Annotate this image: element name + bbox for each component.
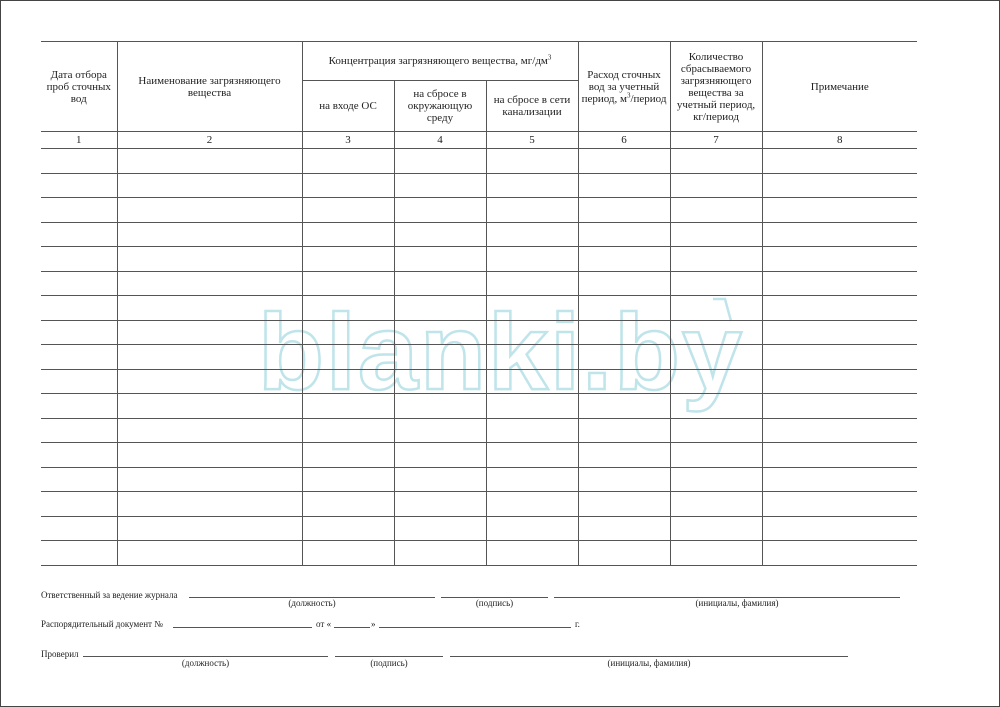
- order-day-field[interactable]: [334, 627, 370, 628]
- table-cell[interactable]: [117, 369, 302, 394]
- table-cell[interactable]: [302, 247, 394, 272]
- table-cell[interactable]: [762, 369, 917, 394]
- table-row: [41, 516, 917, 541]
- table-cell[interactable]: [486, 198, 578, 223]
- table-cell[interactable]: [578, 467, 670, 492]
- table-cell[interactable]: [578, 173, 670, 198]
- table-cell[interactable]: [41, 247, 117, 272]
- table-cell[interactable]: [762, 492, 917, 517]
- table-cell[interactable]: [486, 394, 578, 419]
- table-cell[interactable]: [117, 198, 302, 223]
- table-cell[interactable]: [486, 492, 578, 517]
- table-cell[interactable]: [41, 320, 117, 345]
- column-number: 1: [41, 132, 117, 149]
- table-cell[interactable]: [41, 222, 117, 247]
- column-number: 7: [670, 132, 762, 149]
- table-cell[interactable]: [670, 443, 762, 468]
- table-cell[interactable]: [302, 443, 394, 468]
- order-label: Распорядительный документ №: [41, 619, 163, 629]
- table-cell[interactable]: [578, 443, 670, 468]
- header-sample-date-label: Дата отбора проб сточных вод: [46, 68, 111, 105]
- header-note: [762, 42, 917, 132]
- table-cell[interactable]: [41, 418, 117, 443]
- table-cell[interactable]: [394, 541, 486, 566]
- table-cell[interactable]: [302, 149, 394, 174]
- table-cell[interactable]: [394, 345, 486, 370]
- table-cell[interactable]: [578, 369, 670, 394]
- table-cell[interactable]: [117, 516, 302, 541]
- table-cell[interactable]: [578, 345, 670, 370]
- table-cell[interactable]: [302, 418, 394, 443]
- header-pollutant-name: [117, 42, 302, 132]
- column-number: 5: [486, 132, 578, 149]
- table-cell[interactable]: [41, 173, 117, 198]
- table-cell[interactable]: [578, 271, 670, 296]
- table-cell[interactable]: [578, 222, 670, 247]
- table-cell[interactable]: [762, 149, 917, 174]
- table-row: [41, 320, 917, 345]
- table-row: [41, 271, 917, 296]
- table-cell[interactable]: [117, 296, 302, 321]
- table-cell[interactable]: [578, 516, 670, 541]
- table-cell[interactable]: [41, 492, 117, 517]
- header-pollutant-name-label: Наименование загрязняющего вещества: [138, 74, 281, 99]
- table-cell[interactable]: [670, 369, 762, 394]
- table-cell[interactable]: [486, 149, 578, 174]
- table-cell[interactable]: [486, 247, 578, 272]
- table-cell[interactable]: [394, 516, 486, 541]
- table-cell[interactable]: [117, 492, 302, 517]
- checked-name-caption: (инициалы, фамилия): [607, 658, 691, 668]
- header-concentration-sup: 3: [547, 53, 552, 62]
- checked-label: Проверил: [41, 649, 79, 659]
- column-number: 4: [394, 132, 486, 149]
- table-cell[interactable]: [578, 394, 670, 419]
- table-cell[interactable]: [41, 443, 117, 468]
- table-cell[interactable]: [117, 320, 302, 345]
- table-row: [41, 541, 917, 566]
- table-cell[interactable]: [117, 418, 302, 443]
- table-cell[interactable]: [117, 541, 302, 566]
- table-cell[interactable]: [762, 296, 917, 321]
- table-cell[interactable]: [670, 418, 762, 443]
- table-cell[interactable]: [762, 516, 917, 541]
- table-cell[interactable]: [41, 296, 117, 321]
- header-concentration: [302, 42, 578, 81]
- table-cell[interactable]: [670, 467, 762, 492]
- table-cell[interactable]: [670, 296, 762, 321]
- checked-signature-field[interactable]: [335, 656, 443, 657]
- table-cell[interactable]: [302, 541, 394, 566]
- table-cell[interactable]: [394, 492, 486, 517]
- responsible-label: Ответственный за ведение журнала: [41, 590, 178, 600]
- table-row: [41, 394, 917, 419]
- table-cell[interactable]: [486, 443, 578, 468]
- table-cell[interactable]: [670, 320, 762, 345]
- table-row: [41, 198, 917, 223]
- table-cell[interactable]: [486, 516, 578, 541]
- table-cell[interactable]: [670, 516, 762, 541]
- table-cell[interactable]: [762, 198, 917, 223]
- header-inlet: [302, 81, 394, 132]
- table-cell[interactable]: [578, 320, 670, 345]
- table-cell[interactable]: [302, 467, 394, 492]
- table-cell[interactable]: [762, 271, 917, 296]
- table-cell[interactable]: [578, 149, 670, 174]
- table-cell[interactable]: [117, 443, 302, 468]
- journal-body: [41, 132, 917, 566]
- table-cell[interactable]: [41, 541, 117, 566]
- table-row: [41, 173, 917, 198]
- table-cell[interactable]: [302, 296, 394, 321]
- table-cell[interactable]: [578, 541, 670, 566]
- table-cell[interactable]: [394, 369, 486, 394]
- header-wastewater-flow: [578, 42, 670, 132]
- table-cell[interactable]: [578, 296, 670, 321]
- header-environment-discharge: [394, 81, 486, 132]
- table-cell[interactable]: [762, 320, 917, 345]
- table-cell[interactable]: [486, 467, 578, 492]
- column-number: 6: [578, 132, 670, 149]
- table-cell[interactable]: [394, 467, 486, 492]
- table-cell[interactable]: [41, 516, 117, 541]
- table-cell[interactable]: [762, 345, 917, 370]
- table-cell[interactable]: [762, 247, 917, 272]
- table-cell[interactable]: [670, 173, 762, 198]
- table-cell[interactable]: [117, 149, 302, 174]
- table-cell[interactable]: [486, 541, 578, 566]
- column-number: 8: [762, 132, 917, 149]
- table-cell[interactable]: [394, 320, 486, 345]
- table-cell[interactable]: [394, 198, 486, 223]
- table-cell[interactable]: [394, 247, 486, 272]
- table-cell[interactable]: [117, 222, 302, 247]
- table-cell[interactable]: [486, 271, 578, 296]
- table-cell[interactable]: [41, 149, 117, 174]
- table-cell[interactable]: [670, 271, 762, 296]
- table-cell[interactable]: [302, 222, 394, 247]
- table-cell[interactable]: [394, 418, 486, 443]
- table-cell[interactable]: [578, 247, 670, 272]
- header-inlet-label: на входе ОС: [319, 100, 377, 112]
- table-cell[interactable]: [762, 394, 917, 419]
- table-cell[interactable]: [486, 173, 578, 198]
- table-cell[interactable]: [486, 296, 578, 321]
- header-wastewater-flow-label: Расход сточных вод за учетный период, м: [581, 68, 661, 105]
- table-cell[interactable]: [578, 492, 670, 517]
- table-row: [41, 443, 917, 468]
- header-sample-date: [41, 42, 117, 132]
- table-cell[interactable]: [670, 394, 762, 419]
- journal-table: [41, 41, 917, 566]
- table-cell[interactable]: [670, 198, 762, 223]
- table-cell[interactable]: [578, 418, 670, 443]
- table-cell[interactable]: [670, 222, 762, 247]
- table-cell[interactable]: [302, 198, 394, 223]
- table-cell[interactable]: [394, 222, 486, 247]
- table-cell[interactable]: [302, 492, 394, 517]
- table-cell[interactable]: [117, 467, 302, 492]
- header-note-label: Примечание: [810, 80, 869, 93]
- order-from-label: от «: [316, 619, 332, 629]
- table-cell[interactable]: [670, 149, 762, 174]
- table-cell[interactable]: [394, 296, 486, 321]
- table-cell[interactable]: [486, 418, 578, 443]
- table-cell[interactable]: [41, 345, 117, 370]
- header-sewer-discharge: [486, 81, 578, 132]
- table-row: [41, 492, 917, 517]
- table-cell[interactable]: [670, 247, 762, 272]
- table-cell[interactable]: [394, 149, 486, 174]
- table-cell[interactable]: [41, 198, 117, 223]
- table-cell[interactable]: [394, 394, 486, 419]
- header-wastewater-flow-tail: /период: [630, 92, 667, 105]
- table-cell[interactable]: [578, 198, 670, 223]
- table-cell[interactable]: [302, 394, 394, 419]
- table-cell[interactable]: [762, 541, 917, 566]
- table-cell[interactable]: [394, 173, 486, 198]
- table-row: [41, 149, 917, 174]
- table-cell[interactable]: [762, 443, 917, 468]
- header-discharged-amount: [670, 42, 762, 132]
- table-cell[interactable]: [41, 394, 117, 419]
- table-cell[interactable]: [394, 443, 486, 468]
- table-cell[interactable]: [41, 369, 117, 394]
- table-cell[interactable]: [117, 394, 302, 419]
- table-cell[interactable]: [41, 467, 117, 492]
- table-cell[interactable]: [486, 320, 578, 345]
- table-row: [41, 296, 917, 321]
- order-number-field[interactable]: [173, 627, 312, 628]
- responsible-name-caption: (инициалы, фамилия): [695, 598, 779, 608]
- table-cell[interactable]: [762, 418, 917, 443]
- table-cell[interactable]: [41, 271, 117, 296]
- checked-name-field[interactable]: [450, 656, 848, 657]
- order-month-field[interactable]: [379, 627, 571, 628]
- table-cell[interactable]: [670, 492, 762, 517]
- table-row: [41, 247, 917, 272]
- responsible-position-caption: (должность): [288, 598, 336, 608]
- table-cell[interactable]: [117, 247, 302, 272]
- table-cell[interactable]: [762, 173, 917, 198]
- table-row: [41, 467, 917, 492]
- table-row: [41, 369, 917, 394]
- table-row: [41, 345, 917, 370]
- table-cell[interactable]: [117, 271, 302, 296]
- table-cell[interactable]: [302, 320, 394, 345]
- column-number: 2: [117, 132, 302, 149]
- header-concentration-label: Концентрация загрязняющего вещества, мг/дм: [328, 55, 548, 67]
- table-cell[interactable]: [762, 467, 917, 492]
- header-environment-discharge-label: на сбросе в окружающую среду: [407, 88, 473, 124]
- order-year-label: г.: [575, 619, 580, 629]
- table-row: [41, 418, 917, 443]
- table-row: [41, 222, 917, 247]
- header-discharged-amount-label: Количество сбрасываемого загрязняющего вещества за учетный период, кг/период: [676, 50, 756, 123]
- header-wastewater-flow-sup: 3: [626, 90, 631, 99]
- watermark-text: blanki.by: [257, 291, 745, 412]
- checked-position-field[interactable]: [83, 656, 328, 657]
- table-cell[interactable]: [302, 369, 394, 394]
- checked-position-caption: (должность): [181, 658, 230, 668]
- table-cell[interactable]: [117, 345, 302, 370]
- table-cell[interactable]: [486, 345, 578, 370]
- checked-signature-caption: (подпись): [370, 658, 408, 668]
- table-cell[interactable]: [486, 369, 578, 394]
- responsible-signature-caption: (подпись): [475, 598, 514, 608]
- table-cell[interactable]: [302, 173, 394, 198]
- table-cell[interactable]: [302, 271, 394, 296]
- table-cell[interactable]: [302, 345, 394, 370]
- table-cell[interactable]: [302, 516, 394, 541]
- column-number-row: [41, 132, 917, 149]
- table-cell[interactable]: [670, 541, 762, 566]
- table-cell[interactable]: [762, 222, 917, 247]
- header-sewer-discharge-label: на сбросе в сети канализации: [493, 94, 571, 118]
- column-number: 3: [302, 132, 394, 149]
- table-cell[interactable]: [670, 345, 762, 370]
- table-cell[interactable]: [394, 271, 486, 296]
- table-cell[interactable]: [117, 173, 302, 198]
- table-cell[interactable]: [486, 222, 578, 247]
- order-quote-close: »: [371, 619, 376, 629]
